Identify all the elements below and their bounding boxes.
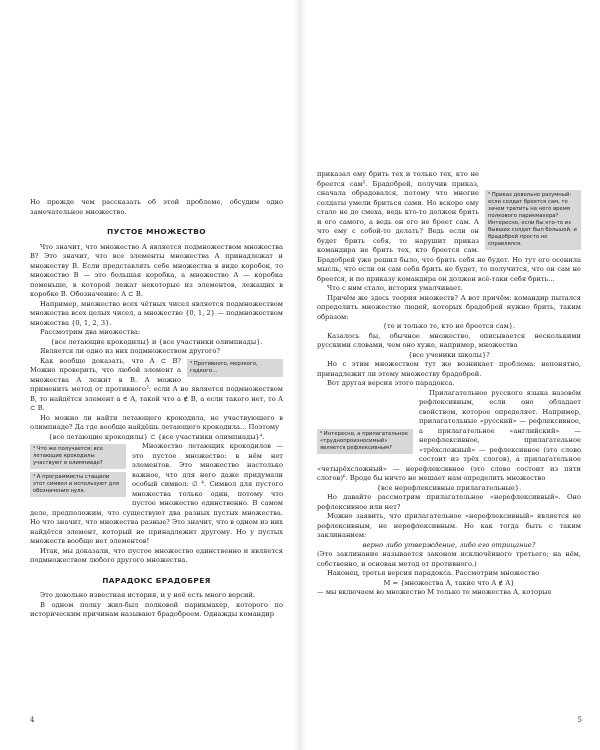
page-number: 4 [30,716,35,724]
paragraph: Это довольно известная история, и у неё есть много версий. [40,591,256,599]
formula: M = {множества A, такие что A ∉ A} [383,578,515,587]
paragraph: Например, множество всех чётных чисел является подмножеством множества всех целых чисел, а множество {0, 1, 2} — подмножеством множества {0, 1, 2, 3}. [30,299,283,327]
page-number: 5 [577,716,582,724]
formula: {все летающие крокодилы} и {все участники олимпиады}. [50,337,263,346]
paragraph: Как вообще доказать, что A ⊂ B? Можно проверить, что любой элемент a множества A лежит в B. А можно применить метод от противного³: если A не является подмножеством B, то найдётся элемент a ∈ A, такой что a ∉ B, а если такого нет, то A ⊂ B. [30,356,283,412]
section-heading-barber-paradox: ПАРАДОКС БРАДОБРЕЯ [102,575,211,585]
footnote-text: ⁵ Приказ довольно разумный: если солдат бреется сам, то зачем тратить на него время полкового парикмахера? Интересно, если бы кто-то из бывших солдат был большой, и брадобрей просто не справлялся. [488,192,577,247]
footnote-text: ³ Противного, мерзкого, гадкого... [190,360,258,374]
paragraph: Но с этим множеством тут же возникает проблема: непонятно, принадлежит ли этому множеству брадобрей. [317,360,581,378]
footnote-box [485,190,581,250]
formula: верно либо утверждение, либо его отрицание? [362,540,536,549]
formula: {все нерефлексивные прилагательные}. [376,483,522,492]
paragraph: приказал ему брить тех и только тех, кто не бреется сам⁵. Брадобрей, получив приказ, сначала обрадовался, потому что многие солдаты умели бриться сами. Но вскоре ему стало не до смеха, ведь кто-то должен брить и его самого, а ведь он его не бреет сам. А что ему с собой-то делать? Ведь если он будет брить себя, то нарушит приказ командира не брить тех, кто бреется сам. Брадобрей уже решил было, что брить себя не будет. Но тут его осенила мысль, что если он сам себя брить не будет, то получится, что он сам не бреется, и по приказу командира он должен всё-таки себя брить... [317,170,581,283]
paragraph: Причём же здесь теория множеств? А вот причём: командир пытался определить множество людей, которых брадобрей нужно брить, таким образом: [317,293,581,321]
section-heading-empty-set: ПУСТОЕ МНОЖЕСТВО [107,227,206,236]
paragraph: Является ли одно из них подмножеством другого? [40,347,220,355]
footnote-box [317,429,413,454]
paragraph: Множество летающих крокодилов — это пустое множество: в нём нет элементов. Это множество настолько важное, что для него даже придумали особый символ: ∅ ⁴. Символ для пустого множества только один, потому что пустое множество единственно. В самом деле, предположим, что существуют два разных пустых множества. Но что значит, что множества разные? Это значит, что в одном из них найдётся элемент, который не принадлежит другому. Но у пустых множеств вообще нет элементов! [30,442,283,545]
footnote-text: ⁶ Интересно, а прилагательное «труднопроизносимый» является рефлексивным? [320,430,408,451]
paragraph: Прилагательное русского языка назовём рефлексивным, если оно обладает свойством, которое определяет. Например, прилагательные «русский» — рефлексивное, а прилагательное «английский» — нерефлексивное, прилагательное «трёхсложный» — рефлексивное (это слово состоит из трёх слогов), а прилагательное «четырёхсложный» — нерефлексивное (это слово состоит из пяти слогов)⁶. Вроде бы ничто не мешает нам определить множество [317,388,581,482]
paragraph: Рассмотрим два множества: [40,328,141,336]
formula: {все ученики школы}? [408,350,490,359]
paragraph: Но давайте рассмотрим прилагательное «нерефлексивный». Оно рефлексивное или нет? [317,493,581,511]
paragraph: Но можно ли найти летающего крокодила, не участвующего в олимпиаде? Да где вообще найдёшь летающего крокодила... Поэтому [30,413,283,431]
left-text-column [30,198,283,620]
paragraph: Можно заявить, что прилагательное «нерефлексивный» является не рефлексивным, не нерефлексивным. Но как тогда быть с таким заклинанием: [317,512,581,539]
page-gutter-shadow [300,0,306,750]
footnote-box [30,444,126,469]
paragraph: Вот другая версия этого парадокса. [327,379,455,387]
paragraph: В одном полку жил-был полковой парикмахер, которого по историческим причинам называют брадобреем. Однажды командир [30,600,283,618]
paragraph: Наконец, третья версия парадокса. Рассмотрим множество [327,569,540,577]
footnote-text: ⁴ А программисты стащили этот символ и используют для обозначения нуля. [33,474,119,494]
paragraph: Итак, мы доказали, что пустое множество единственно и является подмножеством любого другого множества. [30,546,283,564]
formula: {все летающие крокодилы} ⊂ {все участники олимпиады}⁴. [48,432,265,441]
paragraph: Что значит, что множество A является подмножеством множества B? Это значит, что все элементы множества A принадлежат и множеству B. Если представлять себе множества в виде коробок, то множество B — это большая коробка, а множество A — коробка поменьше, в которой лежат некоторые из элементов, лежащих в коробке B. Обозначение: A ⊂ B. [30,242,283,298]
footnote-box [30,472,126,497]
footnote-text: ⁴ Что же получается: все летающие крокодилы участвуют в олимпиаде? [33,446,103,466]
footnote-box [187,359,283,377]
right-text-column [317,170,581,598]
paragraph: Что с ним стало, история умалчивает. [327,284,463,292]
intro-paragraph: Но прежде чем рассказать об этой проблеме, обсудим одно замечательное множество. [30,198,283,216]
paragraph: — мы включаем во множество M только те множества A, которые [317,588,552,596]
paragraph: (Это заклинание называется законом исключённого третьего; на нём, собственно, и основан метод от противного.) [317,550,581,568]
right-page [300,0,600,750]
paragraph: Казалось бы, обычное множество, описывается несколькими русскими словами, чем оно хуже, например, множества [317,331,581,349]
formula: {те и только те, кто не бреется сам}. [382,322,516,330]
